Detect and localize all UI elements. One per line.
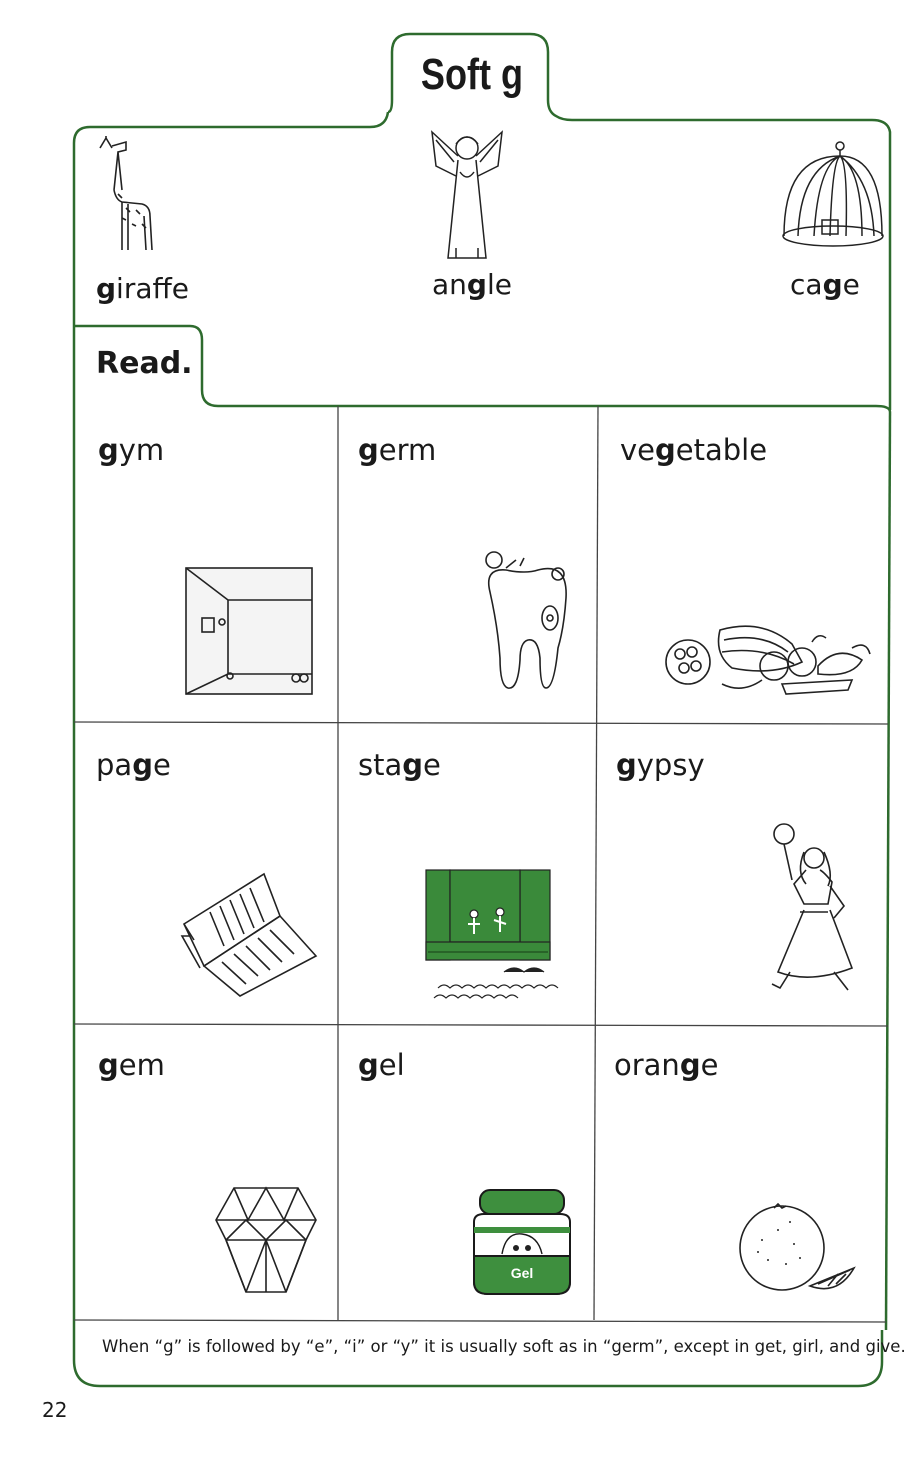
example-word-giraffe: giraffe (96, 272, 190, 305)
example-word-angle: angle (432, 268, 512, 301)
theater-stage-icon (424, 868, 574, 1002)
tooth-germ-icon (476, 548, 576, 694)
gel-jar-label: Gel (510, 1265, 534, 1281)
word-germ: germ (358, 433, 437, 467)
word-gym: gym (98, 433, 165, 467)
word-gypsy: gypsy (616, 748, 705, 782)
open-book-icon (180, 866, 320, 1000)
giraffe-icon (92, 134, 162, 254)
word-orange: orange (614, 1048, 719, 1082)
gem-icon (212, 1184, 320, 1296)
dancer-tambourine-icon (770, 822, 862, 992)
page-title: Soft g (420, 50, 524, 99)
example-word-cage: cage (790, 268, 860, 301)
gel-jar-icon (466, 1186, 578, 1298)
read-instruction: Read. (96, 346, 193, 381)
vegetables-icon (662, 614, 874, 698)
page-number: 22 (42, 1398, 68, 1422)
word-page: page (96, 748, 171, 782)
word-vegetable: vegetable (620, 433, 768, 467)
rule-note: When “g” is followed by “e”, “i” or “y” it is usually soft as in “germ”, except in get, girl, and give. (102, 1337, 906, 1356)
word-gel: gel (358, 1048, 405, 1082)
angel-icon (428, 126, 506, 266)
orange-icon (738, 1200, 858, 1296)
word-stage: stage (358, 748, 441, 782)
gym-icon (184, 566, 314, 696)
word-gem: gem (98, 1048, 165, 1082)
birdcage-icon (778, 140, 884, 252)
